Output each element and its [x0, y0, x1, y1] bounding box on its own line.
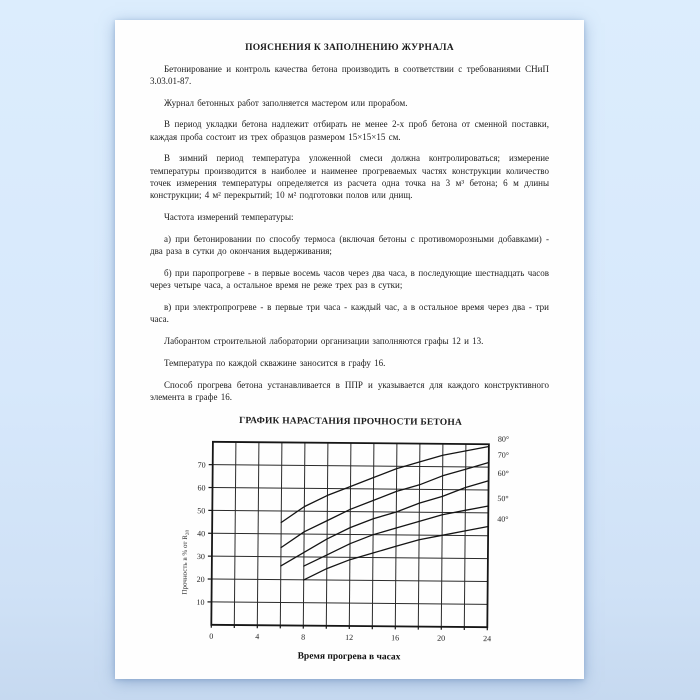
- y-axis-title: Прочность в % от $R_{28}$: [180, 530, 191, 596]
- paragraph: В период укладки бетона надлежит отбирать не менее 2-х проб бетона от сменной поставки, каждая проба состоит из трех образцов размером 15×15×15 см.: [150, 119, 549, 142]
- x-tick-label: 20: [436, 634, 445, 644]
- curve-label: 60°: [497, 469, 509, 479]
- x-tick-label: 8: [300, 633, 305, 643]
- paragraph: в) при электропрогреве - в первые три часа - каждый час, а в остальное время через два - три часа.: [150, 302, 549, 325]
- x-tick-label: 4: [254, 632, 259, 642]
- curve-label: 50°: [496, 494, 509, 504]
- x-tick-label: 24: [482, 634, 491, 644]
- x-tick-label: 16: [390, 633, 399, 643]
- paragraph: Способ прогрева бетона устанавливается в ППР и указывается для каждого конструктивного элемента в графе 16.: [150, 379, 549, 403]
- y-tick-label: 40: [196, 529, 205, 539]
- x-axis-title: Время прогрева в часах: [297, 651, 401, 663]
- curve-60°: [280, 479, 488, 568]
- document-content: [115, 20, 584, 676]
- x-tick-label: 0: [208, 632, 213, 642]
- curve-label: 40°: [496, 515, 508, 525]
- paragraph: В зимний период температура уложенной смеси должна контролироваться; измерение температуры производится в наиболее и наименее прогреваемых частях конструкции количество точек измерения температуры определяется из расчета одна точка на 3 м³ бетона; 6 м длины конструкции; 4 м² перекрытий; 10 м² подготовки полов или днищ.: [150, 153, 549, 201]
- paragraph: Лаборантом строительной лаборатории организации заполняются графы 12 и 13.: [164, 336, 484, 347]
- x-tick-label: 12: [344, 633, 353, 643]
- document-page: [115, 20, 584, 679]
- y-tick-label: 30: [196, 552, 205, 562]
- document-title: ПОЯСНЕНИЯ К ЗАПОЛНЕНИЮ ЖУРНАЛА: [245, 43, 454, 53]
- chart-title: ГРАФИК НАРАСТАНИЯ ПРОЧНОСТИ БЕТОНА: [239, 416, 463, 429]
- curve-label: 80°: [497, 435, 509, 445]
- y-tick-label: 10: [195, 598, 205, 608]
- paragraph: Температура по каждой скважине заносится в графу 16.: [164, 358, 386, 369]
- paragraph: Журнал бетонных работ заполняется мастером или прорабом.: [164, 97, 408, 108]
- y-tick-label: 20: [196, 575, 205, 585]
- y-tick-label: 50: [196, 506, 205, 516]
- paragraph: а) при бетонировании по способу термоса (включая бетоны с противоморозными добавками) - два раза в сутки до окончания выдерживания;: [150, 233, 549, 257]
- y-tick-label: 60: [196, 483, 206, 493]
- paragraph-list: [150, 63, 549, 404]
- paragraph: б) при паропрогреве - в первые восемь часов через два часа, в последующие шестнадцать часов через четыре часа, а остальное время не реже трех раз в сутки;: [150, 268, 549, 291]
- paragraph: Бетонирование и контроль качества бетона производить в соответствии с требованиями СНиП 3.03.01-87.: [150, 63, 549, 86]
- curve-70°: [280, 461, 488, 550]
- curve-label: 70°: [497, 451, 509, 461]
- y-tick-label: 70: [197, 460, 206, 471]
- strength-chart-block: [149, 416, 550, 678]
- paragraph: Частота измерений температуры:: [164, 212, 294, 223]
- strength-growth-chart: [176, 430, 522, 673]
